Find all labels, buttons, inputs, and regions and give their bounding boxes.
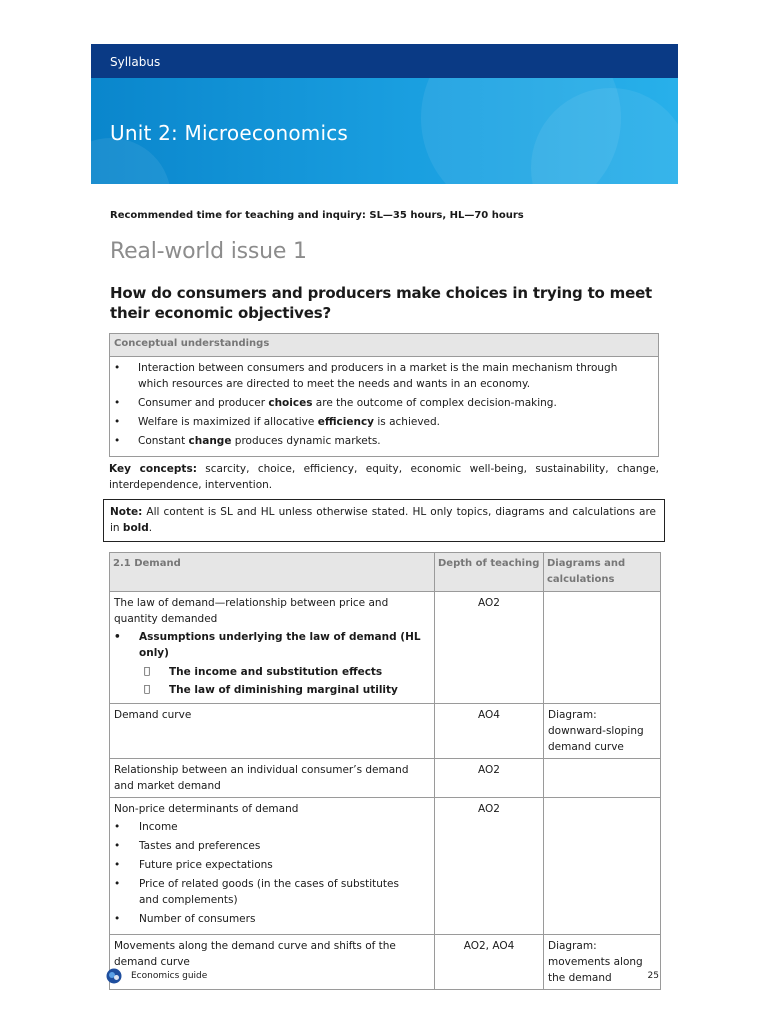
unit-banner bbox=[91, 78, 678, 184]
text-run: Constant bbox=[138, 435, 189, 447]
ib-logo-icon bbox=[106, 968, 122, 984]
table-row bbox=[110, 592, 661, 704]
list-item bbox=[110, 360, 658, 392]
text-run: All content is SL and HL unless otherwise stated. HL only topics, diagrams and calculations are in bbox=[110, 506, 656, 534]
guiding-question: How do consumers and producers make choices in trying to meet their economic objectives? bbox=[110, 284, 653, 322]
list-item: • Assumptions underlying the law of demand (HL only) bbox=[114, 629, 430, 661]
topic-cell bbox=[110, 592, 435, 704]
demand-header-depth: Depth of teaching bbox=[435, 553, 544, 592]
depth-cell: AO4 bbox=[435, 704, 544, 759]
list-item bbox=[110, 433, 658, 449]
depth-cell: AO2, AO4 bbox=[435, 935, 544, 990]
note-label: Note: bbox=[110, 506, 143, 518]
table-row bbox=[110, 798, 661, 935]
topic-cell bbox=[110, 759, 435, 798]
depth-cell: AO2 bbox=[435, 759, 544, 798]
square-bullet-icon bbox=[144, 664, 150, 680]
syllabus-bar bbox=[91, 44, 678, 78]
footer-text: Economics guide bbox=[131, 971, 208, 981]
diagram-cell bbox=[544, 798, 661, 935]
section-label: Syllabus bbox=[110, 55, 161, 69]
key-concepts-text: scarcity, choice, efficiency, equity, economic well-being, sustainability, change, interdependence, intervention. bbox=[109, 463, 659, 491]
diagram-cell bbox=[544, 759, 661, 798]
page-number: 25 bbox=[647, 971, 659, 981]
list-item: • Price of related goods (in the cases of substitutes and complements) bbox=[114, 876, 430, 908]
list-item: • Tastes and preferences bbox=[114, 838, 430, 854]
text-run: Welfare is maximized if allocative bbox=[138, 416, 318, 428]
diagram-cell bbox=[544, 592, 661, 704]
text-run: is achieved. bbox=[374, 416, 441, 428]
list-item: • Number of consumers bbox=[114, 911, 430, 927]
bold-term: choices bbox=[268, 397, 313, 409]
unit-title: Unit 2: Microeconomics bbox=[110, 121, 349, 145]
topic-text: The law of demand—relationship between price and quantity demanded bbox=[114, 597, 389, 625]
bold-term: bold bbox=[122, 522, 149, 534]
conceptual-list bbox=[110, 357, 659, 457]
list-item: • Future price expectations bbox=[114, 857, 430, 873]
sub-item-text: The law of diminishing marginal utility bbox=[169, 684, 398, 696]
note-text bbox=[110, 506, 656, 534]
depth-cell: AO2 bbox=[435, 592, 544, 704]
list-item bbox=[110, 414, 658, 430]
key-concepts-label: Key concepts: bbox=[109, 463, 197, 475]
sub-item-text: The income and substitution effects bbox=[169, 666, 383, 678]
conceptual-heading: Conceptual understandings bbox=[110, 334, 659, 357]
text-run: are the outcome of complex decision-making. bbox=[312, 397, 557, 409]
topic-text: Relationship between an individual consumer’s demand and market demand bbox=[114, 764, 409, 792]
sub-list-item bbox=[114, 682, 430, 698]
issue-title: Real-world issue 1 bbox=[110, 239, 307, 264]
topic-cell bbox=[110, 704, 435, 759]
list-item: • Income bbox=[114, 819, 430, 835]
text-run: Consumer and producer bbox=[138, 397, 269, 409]
note-box bbox=[103, 499, 665, 542]
diagram-cell: Diagram: downward-sloping demand curve bbox=[544, 704, 661, 759]
demand-table bbox=[109, 552, 661, 990]
demand-header-topic: 2.1 Demand bbox=[110, 553, 435, 592]
depth-cell: AO2 bbox=[435, 798, 544, 935]
table-row bbox=[110, 759, 661, 798]
recommended-time: Recommended time for teaching and inquiry: SL—35 hours, HL—70 hours bbox=[110, 210, 524, 221]
bold-term: efficiency bbox=[317, 416, 375, 428]
topic-text: Movements along the demand curve and shifts of the demand curve bbox=[114, 940, 396, 968]
square-bullet-icon bbox=[144, 682, 150, 698]
demand-header-diagrams: Diagrams and calculations bbox=[544, 553, 661, 592]
text-run: . bbox=[148, 522, 153, 534]
topic-text: Non-price determinants of demand bbox=[114, 803, 299, 815]
table-row bbox=[110, 704, 661, 759]
bold-term: change bbox=[188, 435, 232, 447]
sub-list-item bbox=[114, 664, 430, 680]
conceptual-understandings-table bbox=[109, 333, 659, 457]
text-run: Interaction between consumers and producers in a market is the main mechanism through which resources are directed to meet the needs and wants in an economy. bbox=[138, 362, 618, 390]
text-run: produces dynamic markets. bbox=[231, 435, 381, 447]
list-item bbox=[110, 395, 658, 411]
page-footer bbox=[106, 968, 661, 984]
topic-text: Demand curve bbox=[114, 709, 192, 721]
key-concepts bbox=[109, 461, 659, 493]
diagram-cell: Diagram: movements along the demand bbox=[544, 935, 661, 990]
topic-cell bbox=[110, 798, 435, 935]
